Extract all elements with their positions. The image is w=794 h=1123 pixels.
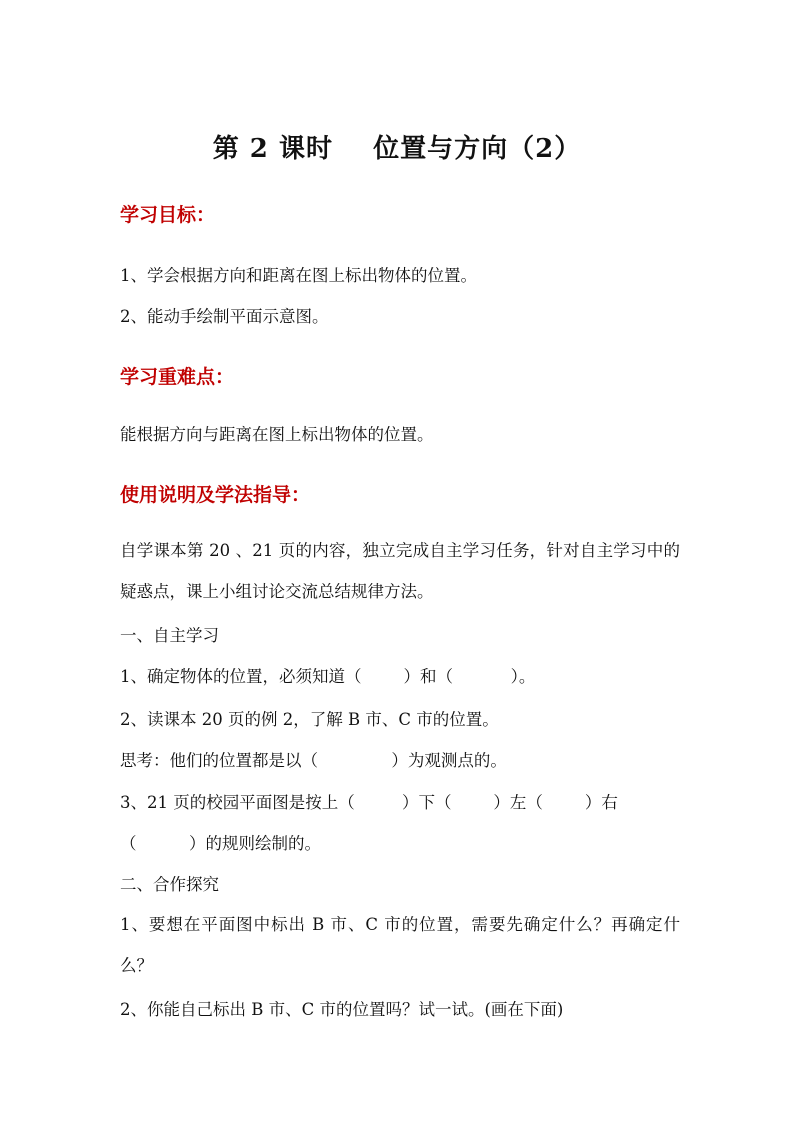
self-study-question-2: 2、读课本 20 页的例 2，了解 B 市、C 市的位置。 <box>120 710 499 729</box>
self-study-heading: 一、自主学习 <box>120 626 219 645</box>
learning-goal-1: 1、学会根据方向和距离在图上标出物体的位置。 <box>120 266 477 285</box>
instructions-heading: 使用说明及学法指导： <box>120 484 311 506</box>
cooperation-heading: 二、合作探究 <box>120 875 219 894</box>
self-study-think: 思考：他们的位置都是以（ ）为观测点的。 <box>120 751 507 770</box>
key-points-heading: 学习重难点： <box>120 366 235 388</box>
cooperation-question-1: 1、要想在平面图中标出 B 市、C 市的位置，需要先确定什么？再确定什么？ <box>120 915 680 975</box>
cooperation-question-2: 2、你能自己标出 B 市、C 市的位置吗？试一试。(画在下面) <box>120 1000 564 1019</box>
self-study-question-3-line-1: 3、21 页的校园平面图是按上（ ）下（ ）左（ ）右 <box>120 793 618 812</box>
learning-goals-heading: 学习目标： <box>120 204 216 226</box>
instructions-paragraph: 自学课本第 20 、21 页的内容，独立完成自主学习任务，针对自主学习中的疑惑点，课上小组讨论交流总结规律方法。 <box>120 541 680 601</box>
self-study-question-3-line-2: （ ）的规则绘制的。 <box>120 834 321 853</box>
self-study-question-1: 1、确定物体的位置，必须知道（ ）和（ ）。 <box>120 667 536 686</box>
key-points-text: 能根据方向与距离在图上标出物体的位置。 <box>120 425 434 444</box>
learning-goal-2: 2、能动手绘制平面示意图。 <box>120 307 329 326</box>
page-title: 第 2 课时 位置与方向（2） <box>212 134 582 164</box>
